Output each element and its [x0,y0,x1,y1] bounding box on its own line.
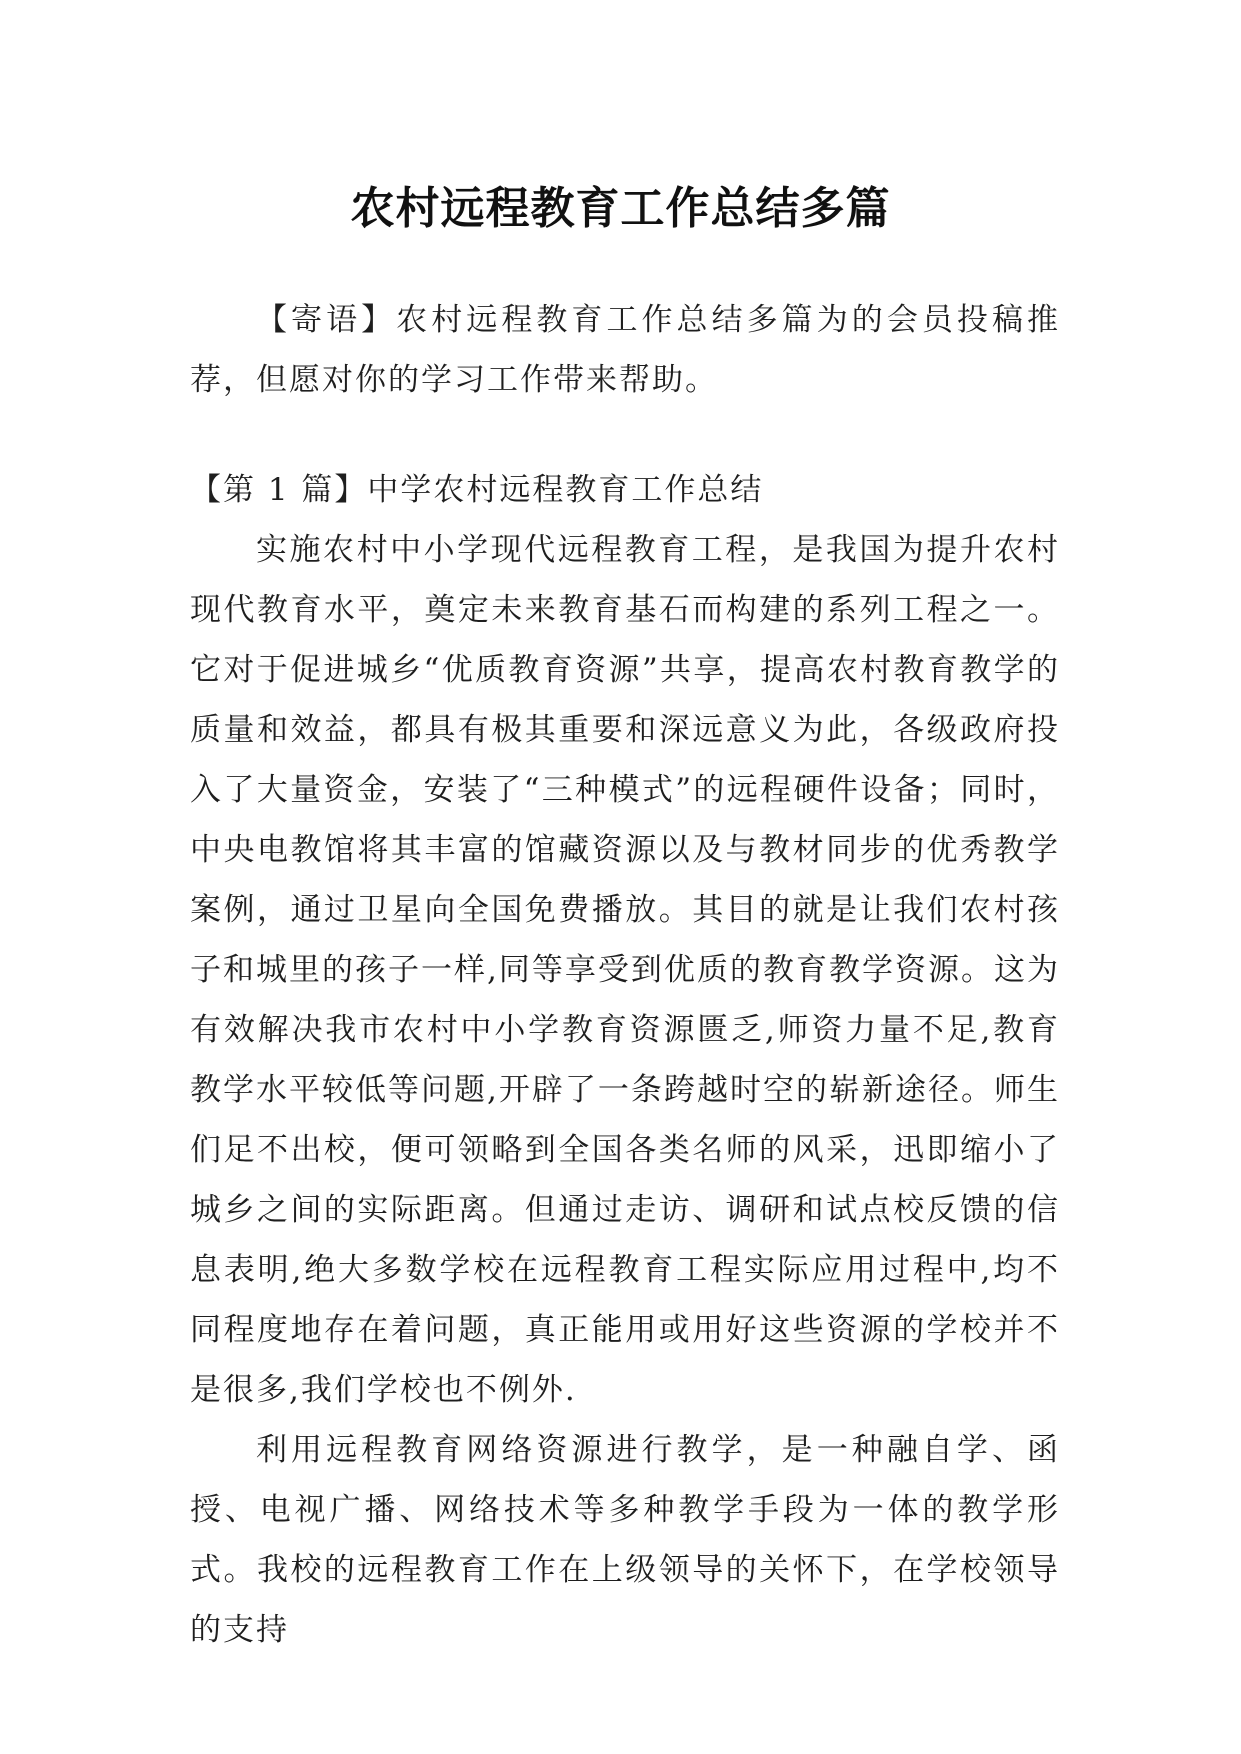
editor-note-text: 【寄语】农村远程教育工作总结多篇为的会员投稿推荐，但愿对你的学习工作带来帮助。 [190,302,1060,398]
section-body [190,520,1060,1660]
section-heading: 【第 1 篇】中学农村远程教育工作总结 [190,472,764,508]
body-paragraph-1: 实施农村中小学现代远程教育工程，是我国为提升农村现代教育水平，奠定未来教育基石而构建的系列工程之一。它对于促进城乡“优质教育资源”共享，提高农村教育教学的质量和效益，都具有极其重要和深远意义为此，各级政府投入了大量资金，安装了“三种模式”的远程硬件设备；同时，中央电教馆将其丰富的馆藏资源以及与教材同步的优秀教学案例，通过卫星向全国免费播放。其目的就是让我们农村孩子和城里的孩子一样,同等享受到优质的教育教学资源。这为有效解决我市农村中小学教育资源匮乏,师资力量不足,教育教学水平较低等问题,开辟了一条跨越时空的崭新途径。师生们足不出校，便可领略到全国各类名师的风采，迅即缩小了城乡之间的实际距离。但通过走访、调研和试点校反馈的信息表明,绝大多数学校在远程教育工程实际应用过程中,均不同程度地存在着问题，真正能用或用好这些资源的学校并不是很多,我们学校也不例外. [190,532,1060,1408]
body-paragraph-2: 利用远程教育网络资源进行教学，是一种融自学、函授、电视广播、网络技术等多种教学手段为一体的教学形式。我校的远程教育工作在上级领导的关怀下，在学校领导的支持 [190,1432,1060,1648]
editor-note [190,290,1060,410]
document-title: 农村远程教育工作总结多篇 [350,183,891,235]
